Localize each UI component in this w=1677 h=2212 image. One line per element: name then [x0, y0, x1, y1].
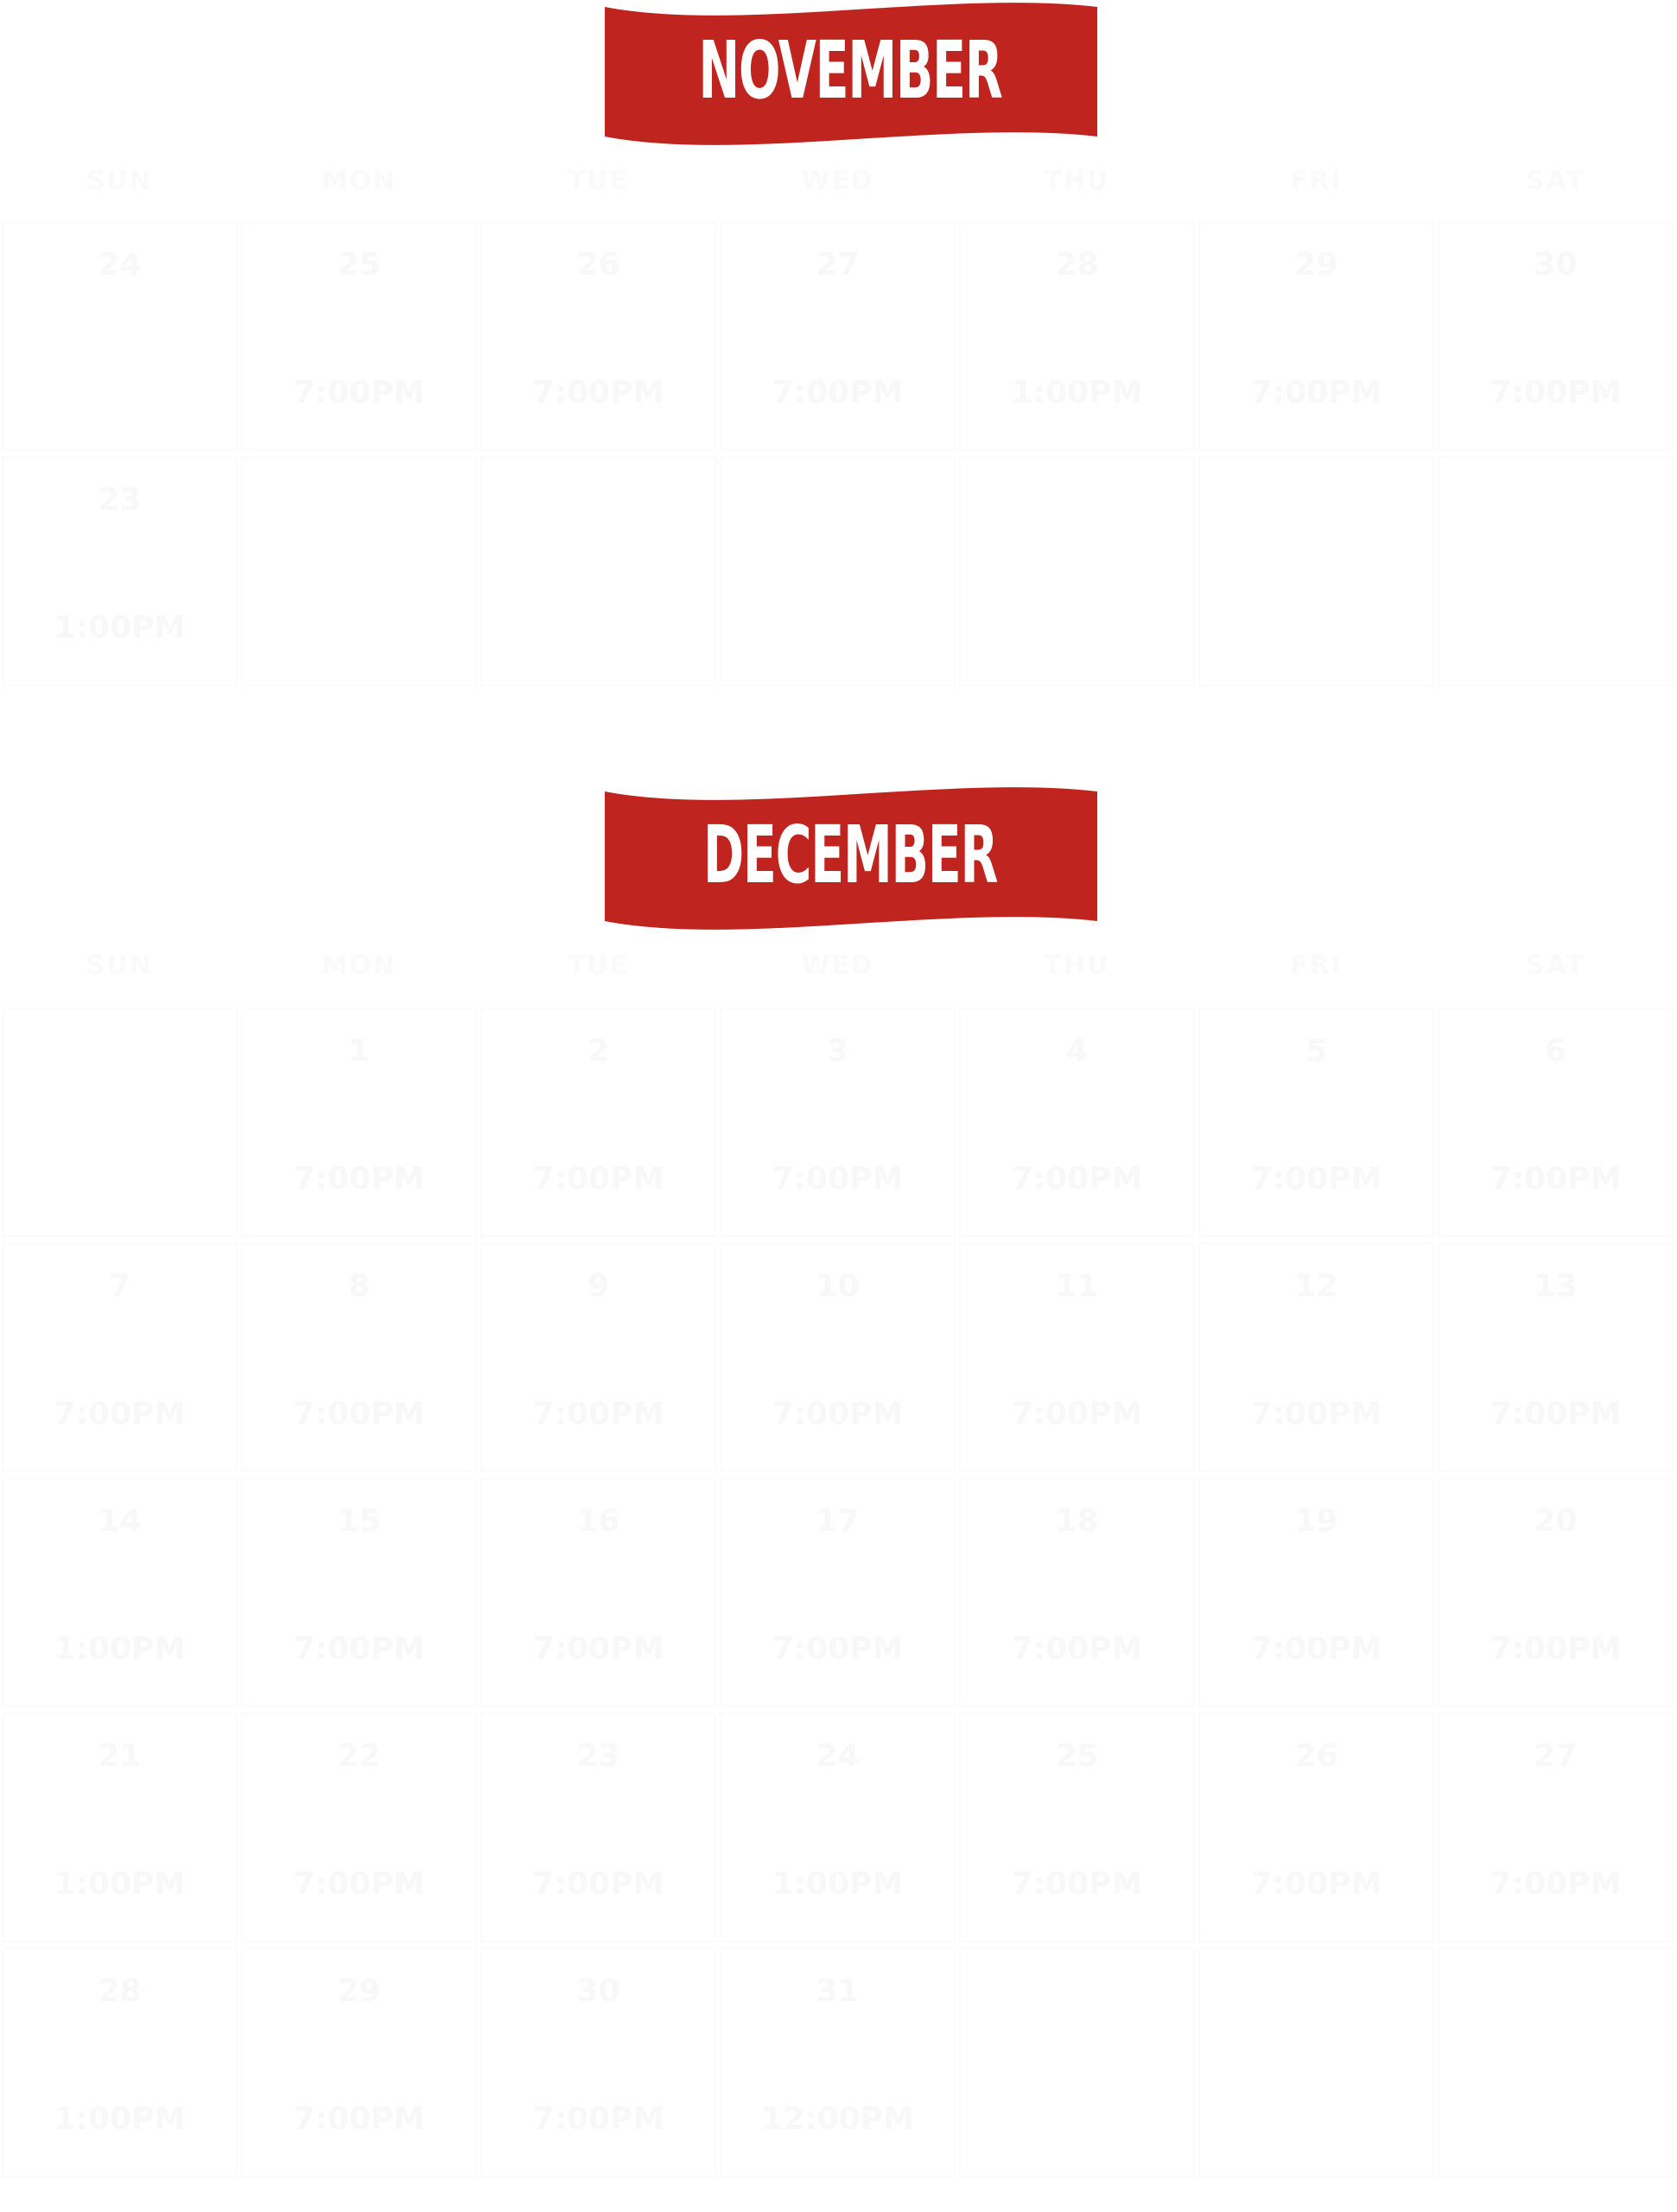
event-time: 7:00PM	[532, 375, 664, 410]
weekday-label: FRI	[1290, 166, 1343, 196]
day-number: 5	[1305, 1033, 1328, 1069]
weekday-label: MON	[321, 950, 397, 981]
day-number: 28	[1055, 247, 1099, 283]
day-number: 21	[98, 1738, 142, 1774]
weekday-label: SUN	[86, 950, 154, 981]
event-time: 7:00PM	[532, 1866, 664, 1902]
calendar-day-cell	[1438, 456, 1674, 686]
calendar-day-cell	[2, 1478, 238, 1707]
calendar-day-cell	[720, 1478, 956, 1707]
calendar-day-cell	[2, 1007, 238, 1237]
event-time: 7:00PM	[1490, 375, 1622, 410]
november-weekday-row	[0, 166, 1677, 200]
calendar-day-cell	[480, 221, 716, 451]
day-number: 15	[337, 1503, 381, 1539]
day-number: 3	[826, 1033, 849, 1069]
day-number: 28	[98, 1974, 142, 2009]
calendar-day-cell	[1198, 456, 1434, 686]
calendar-day-cell	[959, 1478, 1195, 1707]
day-number: 31	[816, 1974, 860, 2009]
day-number: 30	[576, 1974, 620, 2009]
event-time: 7:00PM	[293, 1396, 425, 1432]
event-time: 7:00PM	[772, 1631, 904, 1667]
november-banner	[603, 0, 1097, 147]
weekday-label: TUE	[567, 166, 630, 196]
day-number: 27	[816, 247, 860, 283]
day-number: 26	[576, 247, 620, 283]
calendar-day-cell	[241, 1243, 477, 1472]
calendar-day-cell	[1198, 221, 1434, 451]
event-time: 7:00PM	[772, 1396, 904, 1432]
calendar-day-cell	[480, 456, 716, 686]
day-number: 19	[1294, 1503, 1338, 1539]
day-number: 4	[1065, 1033, 1089, 1069]
day-number: 11	[1055, 1268, 1099, 1304]
day-number: 6	[1544, 1033, 1567, 1069]
calendar-day-cell	[480, 1478, 716, 1707]
day-number: 7	[108, 1268, 131, 1304]
calendar-day-cell	[1438, 1478, 1674, 1707]
event-time: 7:00PM	[1250, 375, 1382, 410]
event-time: 7:00PM	[772, 1161, 904, 1197]
event-time: 1:00PM	[1011, 375, 1143, 410]
calendar-day-cell	[1198, 1478, 1434, 1707]
event-time: 1:00PM	[54, 610, 186, 645]
calendar-day-cell	[1438, 1007, 1674, 1237]
december-weekday-row	[0, 950, 1677, 985]
calendar-day-cell	[241, 1948, 477, 2177]
day-number: 13	[1534, 1268, 1578, 1304]
calendar-day-cell	[1438, 1948, 1674, 2177]
calendar-day-cell	[1198, 1713, 1434, 1942]
weekday-label: SAT	[1526, 166, 1585, 196]
calendar-day-cell	[2, 456, 238, 686]
calendar-day-cell	[959, 221, 1195, 451]
event-time: 7:00PM	[1011, 1161, 1143, 1197]
calendar-day-cell	[959, 1007, 1195, 1237]
day-number: 24	[98, 247, 142, 283]
day-number: 8	[347, 1268, 371, 1304]
event-time: 7:00PM	[293, 1866, 425, 1902]
event-time: 7:00PM	[532, 1161, 664, 1197]
event-time: 7:00PM	[772, 375, 904, 410]
calendar-day-cell	[959, 1243, 1195, 1472]
event-time: 1:00PM	[54, 2101, 186, 2137]
event-time: 7:00PM	[293, 2101, 425, 2137]
day-number: 20	[1534, 1503, 1578, 1539]
calendar-day-cell	[720, 1007, 956, 1237]
weekday-label: MON	[321, 166, 397, 196]
event-time: 7:00PM	[293, 1631, 425, 1667]
event-time: 7:00PM	[532, 2101, 664, 2137]
calendar-day-cell	[241, 1007, 477, 1237]
calendar-day-cell	[241, 1713, 477, 1942]
day-number: 27	[1534, 1738, 1578, 1774]
calendar-day-cell	[1438, 1713, 1674, 1942]
event-time: 7:00PM	[1250, 1396, 1382, 1432]
weekday-label: FRI	[1290, 950, 1343, 981]
event-time: 7:00PM	[532, 1631, 664, 1667]
event-time: 7:00PM	[1490, 1866, 1622, 1902]
calendar-day-cell	[720, 456, 956, 686]
calendar-day-cell	[241, 456, 477, 686]
day-number: 12	[1294, 1268, 1338, 1304]
weekday-label: SUN	[86, 166, 154, 196]
day-number: 14	[98, 1503, 142, 1539]
day-number: 10	[816, 1268, 860, 1304]
weekday-label: SAT	[1526, 950, 1585, 981]
calendar-day-cell	[480, 1713, 716, 1942]
calendar-day-cell	[1198, 1243, 1434, 1472]
calendar-day-cell	[959, 1948, 1195, 2177]
calendar-day-cell	[1438, 221, 1674, 451]
day-number: 26	[1294, 1738, 1338, 1774]
december-banner	[603, 785, 1097, 931]
calendar-day-cell	[1198, 1007, 1434, 1237]
calendar-day-cell	[1438, 1243, 1674, 1472]
month-title: NOVEMBER	[698, 24, 1002, 117]
event-time: 12:00PM	[761, 2101, 914, 2137]
event-time: 7:00PM	[1011, 1631, 1143, 1667]
calendar-day-cell	[720, 1713, 956, 1942]
day-number: 23	[576, 1738, 620, 1774]
day-number: 16	[576, 1503, 620, 1539]
calendar-day-cell	[480, 1007, 716, 1237]
calendar-day-cell	[2, 1713, 238, 1942]
calendar-day-cell	[720, 1948, 956, 2177]
event-time: 7:00PM	[54, 1396, 186, 1432]
day-number: 22	[337, 1738, 381, 1774]
day-number: 17	[816, 1503, 860, 1539]
calendar-day-cell	[959, 456, 1195, 686]
event-time: 7:00PM	[1490, 1396, 1622, 1432]
calendar-day-cell	[1198, 1948, 1434, 2177]
calendar-day-cell	[959, 1713, 1195, 1942]
calendar-day-cell	[2, 1243, 238, 1472]
event-time: 1:00PM	[54, 1631, 186, 1667]
day-number: 2	[587, 1033, 610, 1069]
weekday-label: WED	[801, 166, 874, 196]
day-number: 30	[1534, 247, 1578, 283]
day-number: 18	[1055, 1503, 1099, 1539]
event-time: 7:00PM	[1250, 1866, 1382, 1902]
day-number: 24	[816, 1738, 860, 1774]
weekday-label: WED	[801, 950, 874, 981]
calendar-day-cell	[480, 1948, 716, 2177]
event-time: 1:00PM	[772, 1866, 904, 1902]
event-time: 7:00PM	[1011, 1396, 1143, 1432]
event-time: 7:00PM	[293, 375, 425, 410]
event-time: 7:00PM	[1490, 1631, 1622, 1667]
day-number: 29	[1294, 247, 1338, 283]
calendar-day-cell	[2, 1948, 238, 2177]
event-time: 7:00PM	[1250, 1631, 1382, 1667]
day-number: 23	[98, 482, 142, 518]
event-time: 7:00PM	[1490, 1161, 1622, 1197]
calendar-day-cell	[241, 221, 477, 451]
day-number: 25	[1055, 1738, 1099, 1774]
calendar-day-cell	[480, 1243, 716, 1472]
calendar-day-cell	[2, 221, 238, 451]
calendar-day-cell	[720, 1243, 956, 1472]
day-number: 9	[587, 1268, 610, 1304]
event-time: 7:00PM	[1250, 1161, 1382, 1197]
weekday-label: TUE	[567, 950, 630, 981]
weekday-label: THU	[1044, 166, 1110, 196]
day-number: 1	[347, 1033, 371, 1069]
event-time: 7:00PM	[532, 1396, 664, 1432]
calendar-day-cell	[720, 221, 956, 451]
day-number: 29	[337, 1974, 381, 2009]
event-time: 7:00PM	[1011, 1866, 1143, 1902]
day-number: 25	[337, 247, 381, 283]
calendar-day-cell	[241, 1478, 477, 1707]
weekday-label: THU	[1044, 950, 1110, 981]
event-time: 1:00PM	[54, 1866, 186, 1902]
event-time: 7:00PM	[293, 1161, 425, 1197]
month-title: DECEMBER	[702, 809, 998, 901]
